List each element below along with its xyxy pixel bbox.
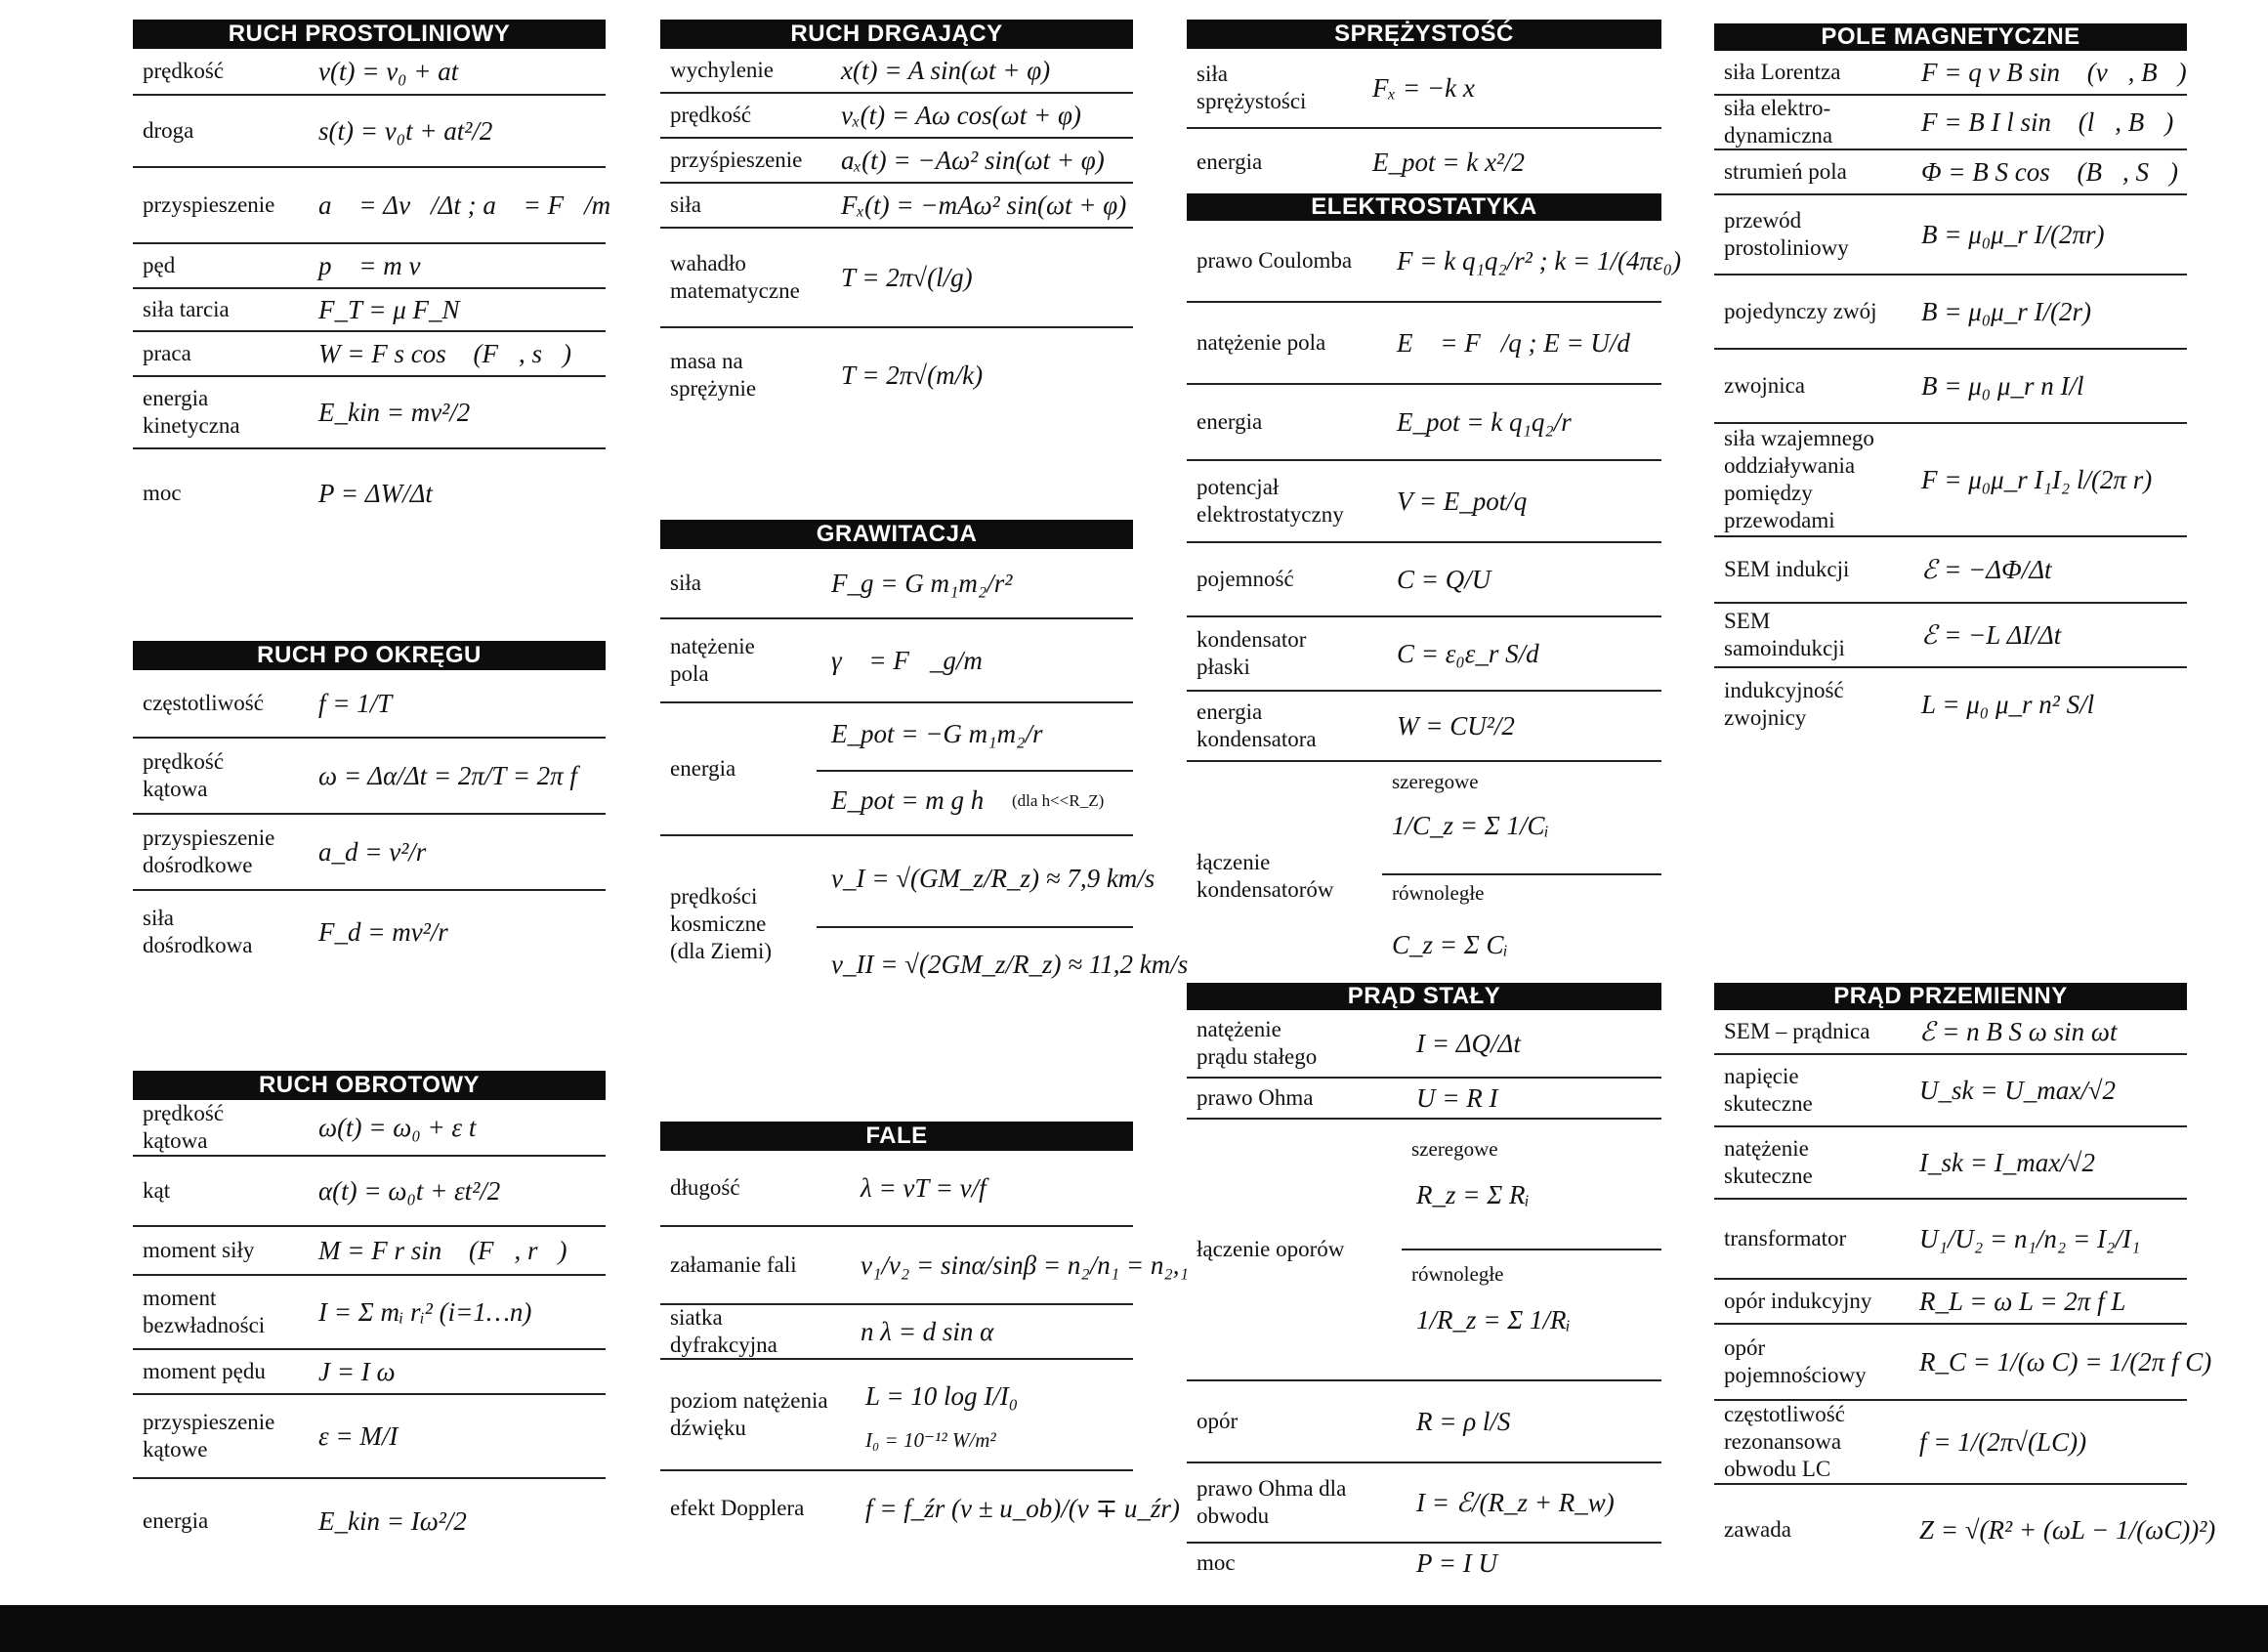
formula-row bbox=[660, 619, 1133, 703]
row-formula: I = ℰ/(R_z + R_w) bbox=[1416, 1488, 1615, 1517]
formula-row bbox=[1714, 1010, 2187, 1055]
row-label: natężenie skuteczne bbox=[1724, 1136, 1813, 1188]
row-formula: s(t) = v₀t + at²/2 bbox=[318, 116, 493, 146]
row-label: energia bbox=[143, 1508, 209, 1533]
row-label: wychylenie bbox=[670, 58, 775, 82]
row-label: łączenie kondensatorów bbox=[1197, 850, 1334, 902]
row-formula: F_g = G m₁m₂/r² bbox=[831, 569, 1013, 598]
formula-row bbox=[660, 836, 1189, 1012]
row-label: przewód prostoliniowy bbox=[1724, 208, 1849, 260]
row-formula-2: 1/R_z = Σ 1/Rᵢ bbox=[1416, 1305, 1571, 1334]
row-label: częstotliwość rezonansowa obwodu LC bbox=[1724, 1402, 1845, 1481]
row-formula: R_C = 1/(ω C) = 1/(2π f C) bbox=[1919, 1347, 2212, 1377]
row-formula-2: I₀ = 10⁻¹² W/m² bbox=[865, 1428, 996, 1452]
scan-border-bottom bbox=[0, 1605, 2268, 1652]
row-label: moment pędu bbox=[143, 1359, 266, 1383]
row-formula: Fₓ(t) = −mAω² sin(ωt + φ) bbox=[841, 191, 1127, 220]
row-label: energia kondensatora bbox=[1197, 699, 1317, 751]
row-formula: E_kin = Iω²/2 bbox=[318, 1506, 467, 1536]
row-label: droga bbox=[143, 118, 194, 143]
row-label: wahadło matematyczne bbox=[670, 251, 800, 303]
formula-row bbox=[1714, 51, 2187, 96]
formula-row bbox=[133, 449, 606, 537]
formula-row bbox=[660, 184, 1133, 229]
row-label: natężenie prądu stałego bbox=[1197, 1017, 1318, 1069]
section-title: RUCH PO OKRĘGU bbox=[133, 641, 606, 670]
row-sublabel: szeregowe bbox=[1392, 770, 1479, 793]
row-formula: U₁/U₂ = n₁/n₂ = I₂/I₁ bbox=[1919, 1224, 2141, 1253]
formula-row bbox=[1714, 1055, 2187, 1127]
formula-row bbox=[1187, 1544, 1661, 1583]
row-label: przyśpieszenie bbox=[670, 148, 803, 172]
section-title: RUCH DRGAJĄCY bbox=[660, 20, 1133, 49]
row-formula: W = CU²/2 bbox=[1397, 711, 1515, 741]
row-label: opór bbox=[1197, 1409, 1239, 1433]
row-formula: f = 1/(2π√(LC)) bbox=[1919, 1427, 2087, 1457]
row-label: siatka dyfrakcyjna bbox=[670, 1305, 777, 1357]
row-label: pęd bbox=[143, 253, 176, 277]
inner-divider bbox=[1402, 1249, 1661, 1250]
formula-row bbox=[660, 1151, 1133, 1227]
row-label: potencjał elektrostatyczny bbox=[1197, 475, 1344, 527]
row-formula: R_L = ω L = 2π f L bbox=[1919, 1287, 2126, 1316]
formula-row bbox=[133, 168, 611, 244]
row-label: prawo Ohma bbox=[1197, 1085, 1314, 1110]
section-ruch-po-okregu bbox=[133, 641, 606, 973]
formula-row bbox=[1187, 1120, 1661, 1381]
formula-row bbox=[133, 1350, 606, 1395]
row-formula: ℰ = −L ΔI/Δt bbox=[1921, 620, 2062, 650]
formula-row bbox=[1714, 195, 2187, 275]
row-formula: B = μ₀μ_r I/(2πr) bbox=[1921, 220, 2105, 249]
formula-row bbox=[133, 1276, 606, 1350]
inner-divider bbox=[817, 770, 1133, 772]
row-label: przyspieszenie bbox=[143, 192, 275, 217]
formula-row bbox=[133, 1479, 606, 1563]
row-label: zwojnica bbox=[1724, 373, 1806, 398]
row-label: pojedynczy zwój bbox=[1724, 299, 1877, 323]
row-formula: P = ΔW/Δt bbox=[318, 479, 433, 508]
row-note: (dla h<<R_Z) bbox=[1012, 791, 1105, 810]
section-ruch-drgajacy bbox=[660, 20, 1133, 422]
row-label: prędkości kosmiczne (dla Ziemi) bbox=[670, 884, 773, 963]
formula-row bbox=[1714, 1401, 2187, 1485]
row-formula: B = μ₀ μ_r n I/l bbox=[1921, 371, 2084, 401]
row-formula: U = R I bbox=[1416, 1083, 1498, 1113]
row-label: siła dośrodkowa bbox=[143, 906, 253, 957]
section-ruch-obrotowy bbox=[133, 1071, 606, 1563]
row-formula: E_pot = k q₁q₂/r bbox=[1397, 407, 1572, 437]
row-formula: 1/C_z = Σ 1/Cᵢ bbox=[1392, 811, 1549, 840]
section-pole-magnetyczne bbox=[1714, 23, 2187, 741]
row-label: moment bezwładności bbox=[143, 1286, 266, 1337]
row-formula: F_T = μ F_N bbox=[318, 295, 460, 324]
row-formula: B = μ₀μ_r I/(2r) bbox=[1921, 297, 2091, 326]
formula-row bbox=[1187, 1381, 1661, 1463]
row-label: natężenie pola bbox=[670, 634, 755, 686]
row-formula: R_z = Σ Rᵢ bbox=[1416, 1180, 1530, 1209]
row-formula: L = 10 log I/I₀ bbox=[865, 1381, 1019, 1411]
formula-row bbox=[1714, 1200, 2187, 1280]
formula-row bbox=[133, 377, 606, 449]
section-title: PRĄD STAŁY bbox=[1187, 983, 1661, 1010]
row-formula-2: C_z = Σ Cᵢ bbox=[1392, 930, 1508, 959]
formula-row bbox=[660, 1360, 1133, 1471]
formula-row bbox=[1714, 537, 2187, 604]
row-formula: R = ρ l/S bbox=[1416, 1407, 1511, 1436]
section-sprezystosc bbox=[1187, 20, 1661, 195]
row-formula: T = 2π√(l/g) bbox=[841, 263, 973, 292]
row-label: kondensator płaski bbox=[1197, 627, 1307, 679]
formula-row bbox=[133, 891, 606, 973]
row-label: efekt Dopplera bbox=[670, 1496, 805, 1520]
row-label: siła tarcia bbox=[143, 297, 230, 321]
row-label: siła Lorentza bbox=[1724, 60, 1841, 84]
row-formula: T = 2π√(m/k) bbox=[841, 360, 984, 390]
formula-row bbox=[133, 1100, 606, 1157]
formula-row bbox=[133, 815, 606, 891]
row-label: przyspieszenie dośrodkowe bbox=[143, 826, 275, 877]
formula-row bbox=[660, 1227, 1189, 1305]
row-label: transformator bbox=[1724, 1226, 1847, 1250]
formula-row bbox=[1714, 1325, 2212, 1401]
row-formula-2: E_pot = m g h bbox=[831, 785, 985, 815]
row-formula: λ = vT = v/f bbox=[861, 1173, 987, 1203]
row-formula: L = μ₀ μ_r n² S/l bbox=[1921, 690, 2095, 719]
section-title: FALE bbox=[660, 1122, 1133, 1151]
row-sublabel-2: równoległe bbox=[1392, 881, 1485, 905]
formula-row bbox=[133, 332, 606, 377]
formula-row bbox=[1714, 1485, 2216, 1575]
formula-row bbox=[133, 1227, 606, 1276]
row-formula: F = μ₀μ_r I₁I₂ l/(2π r) bbox=[1921, 465, 2153, 494]
row-label: prawo Coulomba bbox=[1197, 248, 1353, 273]
row-label: siła bbox=[670, 571, 701, 595]
formula-row bbox=[133, 1157, 606, 1227]
formula-row bbox=[133, 49, 606, 96]
row-formula: p⃗ = m v⃗ bbox=[318, 251, 441, 280]
formula-row bbox=[1187, 1463, 1661, 1544]
row-label: energia kinetyczna bbox=[143, 386, 240, 438]
row-formula: V = E_pot/q bbox=[1397, 487, 1528, 516]
row-label: SEM indukcji bbox=[1724, 557, 1850, 581]
formula-row bbox=[1187, 303, 1661, 385]
row-label: indukcyjność zwojnicy bbox=[1724, 678, 1844, 730]
row-formula: M = F r sin ∢(F⃗, r⃗) bbox=[318, 1236, 567, 1265]
formula-row bbox=[133, 96, 606, 168]
row-label: przyspieszenie kątowe bbox=[143, 1410, 275, 1461]
formula-row bbox=[1714, 604, 2187, 668]
row-formula: E_kin = mv²/2 bbox=[318, 398, 471, 427]
inner-divider bbox=[817, 926, 1133, 928]
formula-row bbox=[1187, 762, 1661, 991]
formula-row bbox=[1714, 350, 2187, 424]
formula-row bbox=[1187, 49, 1661, 129]
formula-row bbox=[1714, 96, 2187, 150]
row-formula: ℰ = −ΔΦ/Δt bbox=[1921, 555, 2052, 584]
section-elektrostatyka bbox=[1187, 193, 1682, 991]
row-formula: E_pot = −G m₁m₂/r bbox=[831, 719, 1043, 748]
row-formula: W = F s cos ∢(F⃗, s⃗) bbox=[318, 339, 571, 368]
row-formula: I = ΔQ/Δt bbox=[1416, 1029, 1521, 1058]
row-formula: a⃗ = Δv⃗/Δt ; a⃗ = F⃗/m bbox=[318, 191, 611, 220]
row-formula: F = k q₁q₂/r² ; k = 1/(4πε₀) bbox=[1397, 246, 1682, 275]
row-formula: F_d = mv²/r bbox=[318, 917, 448, 947]
row-formula: f = 1/T bbox=[318, 689, 393, 718]
row-formula: n λ = d sin α bbox=[861, 1317, 994, 1346]
formula-row bbox=[1714, 150, 2187, 195]
row-label: prędkość bbox=[670, 103, 752, 127]
row-formula: aₓ(t) = −Aω² sin(ωt + φ) bbox=[841, 146, 1105, 175]
row-label: moc bbox=[143, 481, 182, 505]
row-formula: ε = M/I bbox=[318, 1421, 399, 1451]
row-label: częstotliwość bbox=[143, 691, 264, 715]
row-label: energia bbox=[1197, 149, 1263, 174]
formula-row bbox=[1187, 221, 1682, 303]
row-label: siła wzajemnego oddziaływania pomiędzy przewodami bbox=[1724, 426, 1874, 532]
row-formula: Fₓ = −k x bbox=[1372, 73, 1475, 103]
row-label: załamanie fali bbox=[670, 1252, 797, 1277]
row-formula: Φ = B S cos ∢(B⃗, S⃗) bbox=[1921, 157, 2178, 187]
section-title: RUCH OBROTOWY bbox=[133, 1071, 606, 1100]
section-prad-staly bbox=[1187, 983, 1661, 1583]
row-label: opór indukcyjny bbox=[1724, 1289, 1872, 1313]
section-title: GRAWITACJA bbox=[660, 520, 1133, 549]
row-label: kąt bbox=[143, 1178, 171, 1203]
formula-row bbox=[133, 1395, 606, 1479]
row-label: moment siły bbox=[143, 1238, 255, 1262]
row-label: natężenie pola bbox=[1197, 330, 1326, 355]
row-formula: U_sk = U_max/√2 bbox=[1919, 1076, 2117, 1105]
row-formula: C = ε₀ε_r S/d bbox=[1397, 639, 1539, 668]
row-formula: C = Q/U bbox=[1397, 565, 1491, 594]
formula-row bbox=[1187, 385, 1661, 461]
row-formula: F = q v B sin ∢(v⃗, B⃗) bbox=[1921, 58, 2187, 87]
formula-row bbox=[133, 739, 606, 815]
formula-row bbox=[1187, 129, 1661, 195]
formula-row bbox=[1714, 424, 2187, 537]
row-label: zawada bbox=[1724, 1517, 1791, 1542]
formula-row bbox=[660, 1305, 1133, 1360]
row-formula: α(t) = ω₀t + εt²/2 bbox=[318, 1176, 501, 1206]
formula-row bbox=[1714, 1127, 2187, 1200]
row-sublabel-2: równoległe bbox=[1411, 1262, 1504, 1286]
formula-row bbox=[1187, 617, 1661, 692]
formula-row bbox=[660, 229, 1133, 328]
section-ruch-prostoliniowy bbox=[133, 20, 611, 537]
formula-row bbox=[1714, 668, 2187, 741]
inner-divider bbox=[1382, 873, 1661, 875]
formula-row bbox=[660, 94, 1133, 139]
row-formula: γ⃗ = F⃗_g/m bbox=[831, 646, 983, 675]
row-formula: ℰ = n B S ω sin ωt bbox=[1919, 1017, 2118, 1046]
row-label: siła elektro- dynamiczna bbox=[1724, 96, 1833, 148]
row-label: prędkość kątowa bbox=[143, 749, 225, 801]
row-formula: v_I = √(GM_z/R_z) ≈ 7,9 km/s bbox=[831, 864, 1155, 893]
formula-row bbox=[1187, 1010, 1661, 1079]
section-title: PRĄD PRZEMIENNY bbox=[1714, 983, 2187, 1010]
row-label: praca bbox=[143, 341, 191, 365]
formula-row bbox=[1187, 543, 1661, 617]
section-title: RUCH PROSTOLINIOWY bbox=[133, 20, 606, 49]
formula-row bbox=[133, 670, 606, 739]
row-label: poziom natężenia dźwięku bbox=[670, 1388, 828, 1440]
section-title: POLE MAGNETYCZNE bbox=[1714, 23, 2187, 51]
row-label: łączenie oporów bbox=[1197, 1237, 1345, 1261]
row-formula: x(t) = A sin(ωt + φ) bbox=[841, 56, 1051, 85]
row-formula: v(t) = v₀ + at bbox=[318, 57, 459, 86]
formula-row bbox=[660, 549, 1133, 619]
section-title: SPRĘŻYSTOŚĆ bbox=[1187, 20, 1661, 49]
row-label: masa na sprężynie bbox=[670, 349, 757, 401]
formula-row bbox=[660, 703, 1133, 836]
row-formula: E_pot = k x²/2 bbox=[1372, 148, 1526, 177]
section-prad-przemienny bbox=[1714, 983, 2216, 1575]
row-label: energia bbox=[670, 756, 736, 781]
row-label: siła bbox=[670, 192, 701, 217]
row-label: pojemność bbox=[1197, 567, 1294, 591]
row-label: SEM – prądnica bbox=[1724, 1019, 1870, 1043]
row-formula-2: v_II = √(2GM_z/R_z) ≈ 11,2 km/s bbox=[831, 950, 1189, 979]
row-formula: J = I ω bbox=[318, 1357, 396, 1386]
formula-row bbox=[133, 244, 606, 289]
row-label: prędkość kątowa bbox=[143, 1101, 225, 1153]
row-formula: ω = Δα/Δt = 2π/T = 2π f bbox=[318, 761, 577, 790]
section-fale bbox=[660, 1122, 1189, 1546]
row-label: prawo Ohma dla obwodu bbox=[1197, 1476, 1347, 1528]
row-sublabel: szeregowe bbox=[1411, 1137, 1498, 1161]
formula-row bbox=[660, 1471, 1180, 1546]
formula-row bbox=[1714, 1280, 2187, 1325]
row-formula: a_d = v²/r bbox=[318, 837, 427, 867]
row-formula: I = Σ mᵢ rᵢ² (i=1…n) bbox=[318, 1297, 532, 1327]
row-label: siła sprężystości bbox=[1197, 62, 1307, 113]
formula-row bbox=[133, 289, 606, 332]
row-label: energia bbox=[1197, 409, 1263, 434]
row-label: moc bbox=[1197, 1550, 1236, 1575]
row-label: długość bbox=[670, 1175, 740, 1200]
formula-row bbox=[1187, 692, 1661, 762]
section-grawitacja bbox=[660, 520, 1189, 1012]
row-formula: ω(t) = ω₀ + ε t bbox=[318, 1113, 477, 1142]
row-formula: E⃗ = F⃗/q ; E = U/d bbox=[1397, 328, 1630, 358]
formula-row bbox=[660, 328, 1133, 422]
row-formula: Z = √(R² + (ωL − 1/(ωC))²) bbox=[1919, 1515, 2216, 1545]
row-label: opór pojemnościowy bbox=[1724, 1335, 1867, 1387]
row-formula: P = I U bbox=[1416, 1548, 1497, 1578]
row-formula: F = B I l sin ∢(l⃗, B⃗) bbox=[1921, 107, 2174, 137]
formula-row bbox=[660, 49, 1133, 94]
formula-row bbox=[1187, 461, 1661, 543]
row-formula: I_sk = I_max/√2 bbox=[1919, 1148, 2095, 1177]
row-formula: v₁/v₂ = sinα/sinβ = n₂/n₁ = n₂,₁ bbox=[861, 1250, 1189, 1280]
formula-row bbox=[1714, 275, 2187, 350]
row-label: prędkość bbox=[143, 59, 225, 83]
formula-row bbox=[660, 139, 1133, 184]
section-title: ELEKTROSTATYKA bbox=[1187, 193, 1661, 221]
row-formula: vₓ(t) = Aω cos(ωt + φ) bbox=[841, 101, 1081, 130]
row-label: strumień pola bbox=[1724, 159, 1847, 184]
row-label: SEM samoindukcji bbox=[1724, 609, 1845, 660]
row-formula: f = f_źr (v ± u_ob)/(v ∓ u_źr) bbox=[865, 1494, 1180, 1523]
formula-row bbox=[1187, 1079, 1661, 1120]
row-label: napięcie skuteczne bbox=[1724, 1064, 1813, 1116]
